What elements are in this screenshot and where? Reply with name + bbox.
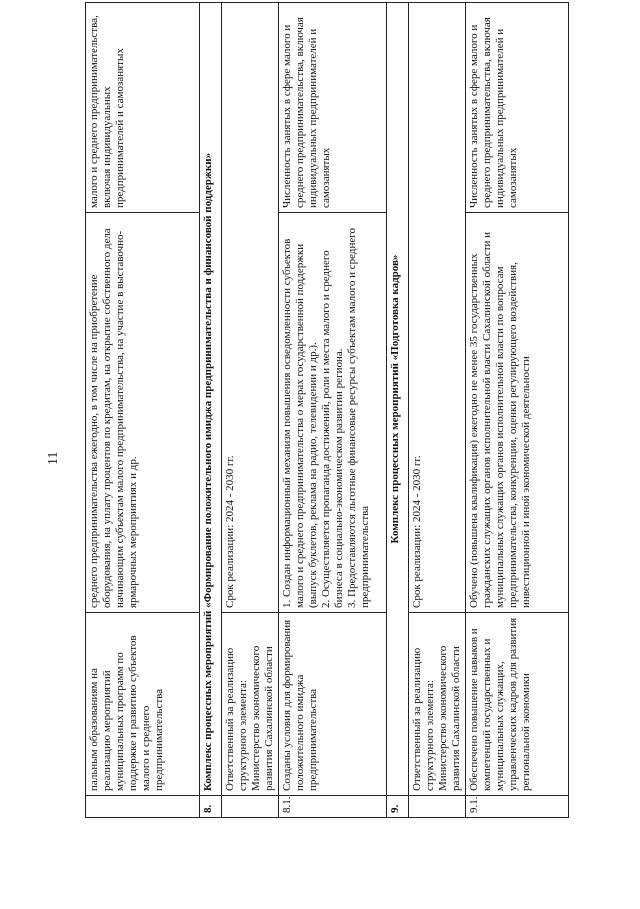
table-cell: малого и среднего предпринимательства, включая индивидуальных предпринимателей и самозанятых xyxy=(86,2,200,212)
section-title: Комплекс процессных мероприятий «Формирование положительного имиджа предпринимательства и финансовой поддержки» xyxy=(200,2,222,795)
table-cell xyxy=(408,796,465,818)
section-header-row xyxy=(386,2,408,817)
table-row xyxy=(86,2,200,817)
task-cell: Обеспечено повышение навыков и компетенций государственных и муниципальных служащих, управленческих кадров для развития региональной экономики xyxy=(465,613,568,796)
result-cell: Обучено (повышена квалификация) ежегодно не менее 35 государственных гражданских служащих органов исполнительной власти Сахалинской области и муниципальных служащих органов исполнительной власти по вопросам предпринимательства, конкуренции, оценки регулирующего воздействия, инвестиционной и иной экономической деятельности xyxy=(465,212,568,612)
table-cell xyxy=(222,796,279,818)
result-line: 3. Предоставляются льготные финансовые ресурсы субъектам малого и среднего предпринимательства xyxy=(345,228,371,608)
table-cell: среднего предпринимательства ежегодно, в том числе на приобретение оборудования, на уплату процентов по кредитам, на открытие собственного дела начинающим субъектам малого предпринимательства, на участие в выставочно-ярмарочных мероприятиях и др. xyxy=(86,212,200,612)
table-row xyxy=(465,2,568,817)
result-line: 1. Создан информационный механизм повышения осведомленности субъектов малого и среднего предпринимательства о мерах государственной поддержки (выпуск буклетов, реклама на радио, телевидении и др.). xyxy=(280,238,319,608)
section-title: Комплекс процессных мероприятий «Подготовка кадров» xyxy=(386,2,408,795)
table-row xyxy=(408,2,465,817)
result-line: 2. Осуществляется пропаганда достижений, роли и места малого и среднего бизнеса в социально-экономическом развитии региона. xyxy=(319,250,345,608)
period-cell: Срок реализации: 2024 - 2030 гг. xyxy=(222,2,279,612)
item-number: 8.1. xyxy=(278,796,386,818)
table-row xyxy=(222,2,279,817)
responsible-cell: Ответственный за реализацию структурного элемента: Министерство экономического развития Сахалинской области xyxy=(408,613,465,796)
result-cell xyxy=(278,212,386,612)
task-cell: Созданы условия для формирования положительного имиджа предпринимательства xyxy=(278,613,386,796)
indicator-cell: Численность занятых в сфере малого и среднего предпринимательства, включая индивидуальных предпринимателей и самозанятых xyxy=(465,2,568,212)
period-cell: Срок реализации: 2024 - 2030 гг. xyxy=(408,2,465,612)
indicator-cell: Численность занятых в сфере малого и среднего предпринимательства, включая индивидуальных предпринимателей и самозанятых xyxy=(278,2,386,212)
table-cell xyxy=(86,796,200,818)
section-number: 9. xyxy=(386,796,408,818)
table-cell: пальным образованиям на реализацию мероприятий муниципальных программ по поддержке и развитию субъектов малого и среднего предпринимательства xyxy=(86,613,200,796)
responsible-cell: Ответственный за реализацию структурного элемента: Министерство экономического развития Сахалинской области xyxy=(222,613,279,796)
section-header-row xyxy=(200,2,222,817)
table-row xyxy=(278,2,386,817)
measures-table xyxy=(85,2,569,818)
page-number: 11 xyxy=(46,451,61,465)
item-number: 9.1. xyxy=(465,796,568,818)
section-number: 8. xyxy=(200,796,222,818)
